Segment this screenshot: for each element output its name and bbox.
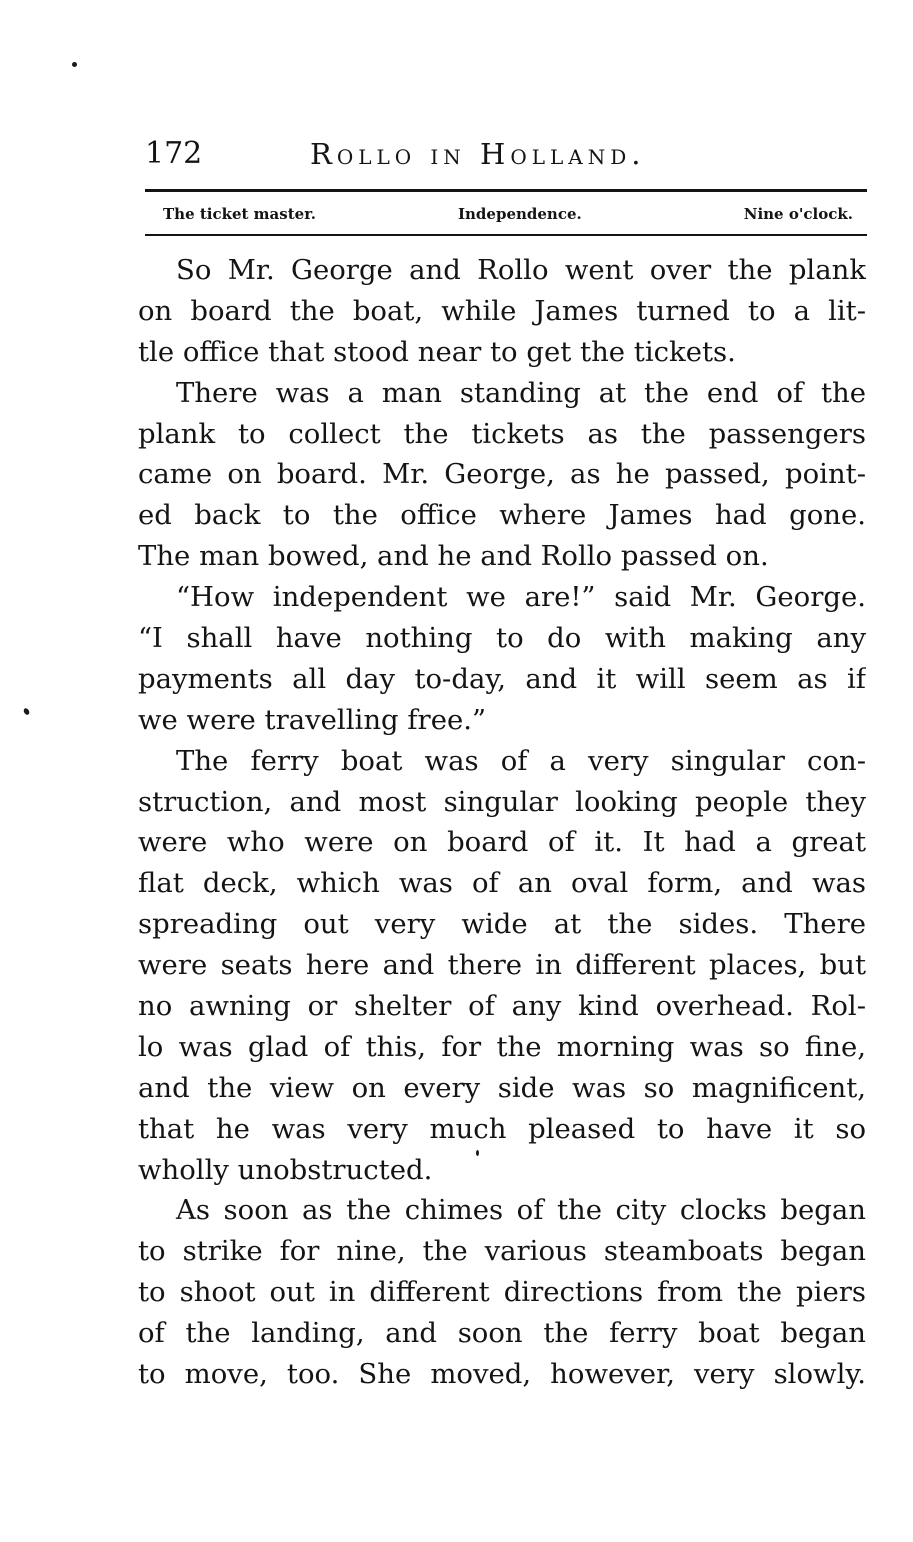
- text-line: “I shall have nothing to do with making any: [138, 622, 866, 655]
- topic-heading: Nine o'clock.: [743, 205, 853, 223]
- topic-headings: [163, 200, 853, 228]
- text-line: plank to collect the tickets as the passengers: [138, 417, 866, 450]
- text-line: There was a man standing at the end of the: [176, 376, 866, 409]
- text-line: that he was very much pleased to have it so: [138, 1112, 866, 1145]
- text-line: lo was glad of this, for the morning was so fine,: [138, 1030, 866, 1063]
- ink-speck: [72, 62, 77, 67]
- text-line: of the landing, and soon the ferry boat began: [138, 1317, 866, 1350]
- header-rule-top: [145, 189, 867, 192]
- text-line: and the view on every side was so magnificent,: [138, 1071, 866, 1104]
- text-line: wholly unobstructed.: [138, 1153, 433, 1186]
- text-line: on board the boat, while James turned to a lit-: [138, 294, 866, 327]
- text-line: As soon as the chimes of the city clocks began: [176, 1194, 866, 1227]
- page-number: 172: [145, 136, 203, 171]
- text-line: struction, and most singular looking people they: [138, 785, 866, 818]
- text-line: tle office that stood near to get the tickets.: [138, 335, 736, 368]
- text-line: spreading out very wide at the sides. There: [138, 908, 866, 941]
- paragraph: [138, 250, 866, 373]
- text-line: So Mr. George and Rollo went over the plank: [176, 254, 866, 286]
- text-line: flat deck, which was of an oval form, and was: [138, 867, 866, 900]
- text-line: payments all day to-day, and it will seem as if: [138, 662, 866, 695]
- text-line: no awning or shelter of any kind overhead. Rol-: [138, 990, 866, 1023]
- text-line: were seats here and there in different places, but: [138, 949, 866, 982]
- text-line: we were travelling free.”: [138, 703, 487, 736]
- paragraph: [138, 1190, 866, 1394]
- paragraph: [138, 741, 866, 1191]
- topic-heading: The ticket master.: [163, 205, 316, 223]
- text-line: to strike for nine, the various steamboats began: [138, 1235, 866, 1268]
- text-line: to move, too. She moved, however, very slowly.: [138, 1358, 866, 1391]
- page-header: [145, 136, 867, 176]
- text-line: The ferry boat was of a very singular con-: [176, 744, 866, 777]
- paragraph: [138, 373, 866, 577]
- text-line: were who were on board of it. It had a great: [138, 826, 866, 859]
- text-line: The man bowed, and he and Rollo passed on.: [138, 540, 769, 573]
- body-text: [138, 250, 866, 1395]
- text-line: “How independent we are!” said Mr. George.: [176, 581, 866, 614]
- text-line: to shoot out in different directions from the piers: [138, 1276, 866, 1309]
- paragraph: [138, 577, 866, 741]
- text-line: ed back to the office where James had gone.: [138, 499, 866, 532]
- header-rule-bottom: [145, 234, 867, 236]
- topic-heading: Independence.: [458, 205, 582, 223]
- text-line: came on board. Mr. George, as he passed, point-: [138, 458, 866, 491]
- running-title: Rollo in Holland.: [310, 137, 646, 171]
- ink-speck: [23, 707, 31, 716]
